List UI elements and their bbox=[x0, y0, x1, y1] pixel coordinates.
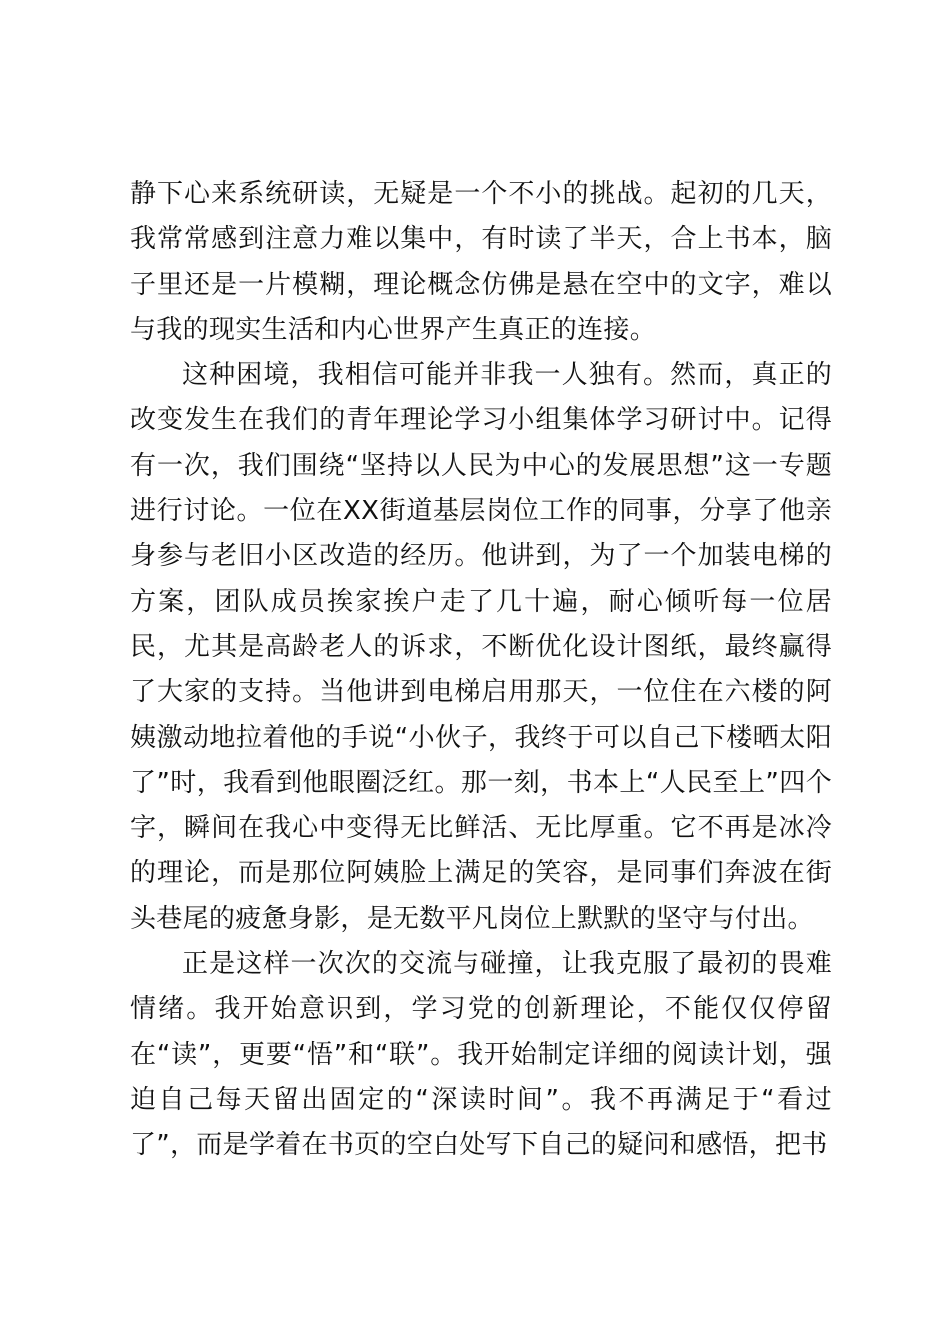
document-body bbox=[130, 172, 832, 1169]
paragraph-1: 静下心来系统研读，无疑是一个不小的挑战。起初的几天，我常常感到注意力难以集中，有时读了半天，合上书本，脑子里还是一片模糊，理论概念仿佛是悬在空中的文字，难以与我的现实生活和内心世界产生真正的连接。 bbox=[130, 179, 832, 345]
paragraph-2: 这种困境，我相信可能并非我一人独有。然而，真正的改变发生在我们的青年理论学习小组集体学习研讨中。记得有一次，我们围绕“坚持以人民为中心的发展思想”这一专题进行讨论。一位在XX街道基层岗位工作的同事，分享了他亲身参与老旧小区改造的经历。他讲到，为了一个加装电梯的方案，团队成员挨家挨户走了几十遍，耐心倾听每一位居民，尤其是高龄老人的诉求，不断优化设计图纸，最终赢得了大家的支持。当他讲到电梯启用那天，一位住在六楼的阿姨激动地拉着他的手说“小伙子，我终于可以自己下楼晒太阳了”时，我看到他眼圈泛红。那一刻，书本上“人民至上”四个字，瞬间在我心中变得无比鲜活、无比厚重。它不再是冰冷的理论，而是那位阿姨脸上满足的笑容，是同事们奔波在街头巷尾的疲惫身影，是无数平凡岗位上默默的坚守与付出。 bbox=[130, 360, 832, 934]
paragraph-3: 正是这样一次次的交流与碰撞，让我克服了最初的畏难情绪。我开始意识到，学习党的创新理论，不能仅仅停留在“读”，更要“悟”和“联”。我开始制定详细的阅读计划，强迫自己每天留出固定的“深读时间”。我不再满足于“看过了”，而是学着在书页的空白处写下自己的疑问和感悟，把书 bbox=[130, 949, 832, 1161]
